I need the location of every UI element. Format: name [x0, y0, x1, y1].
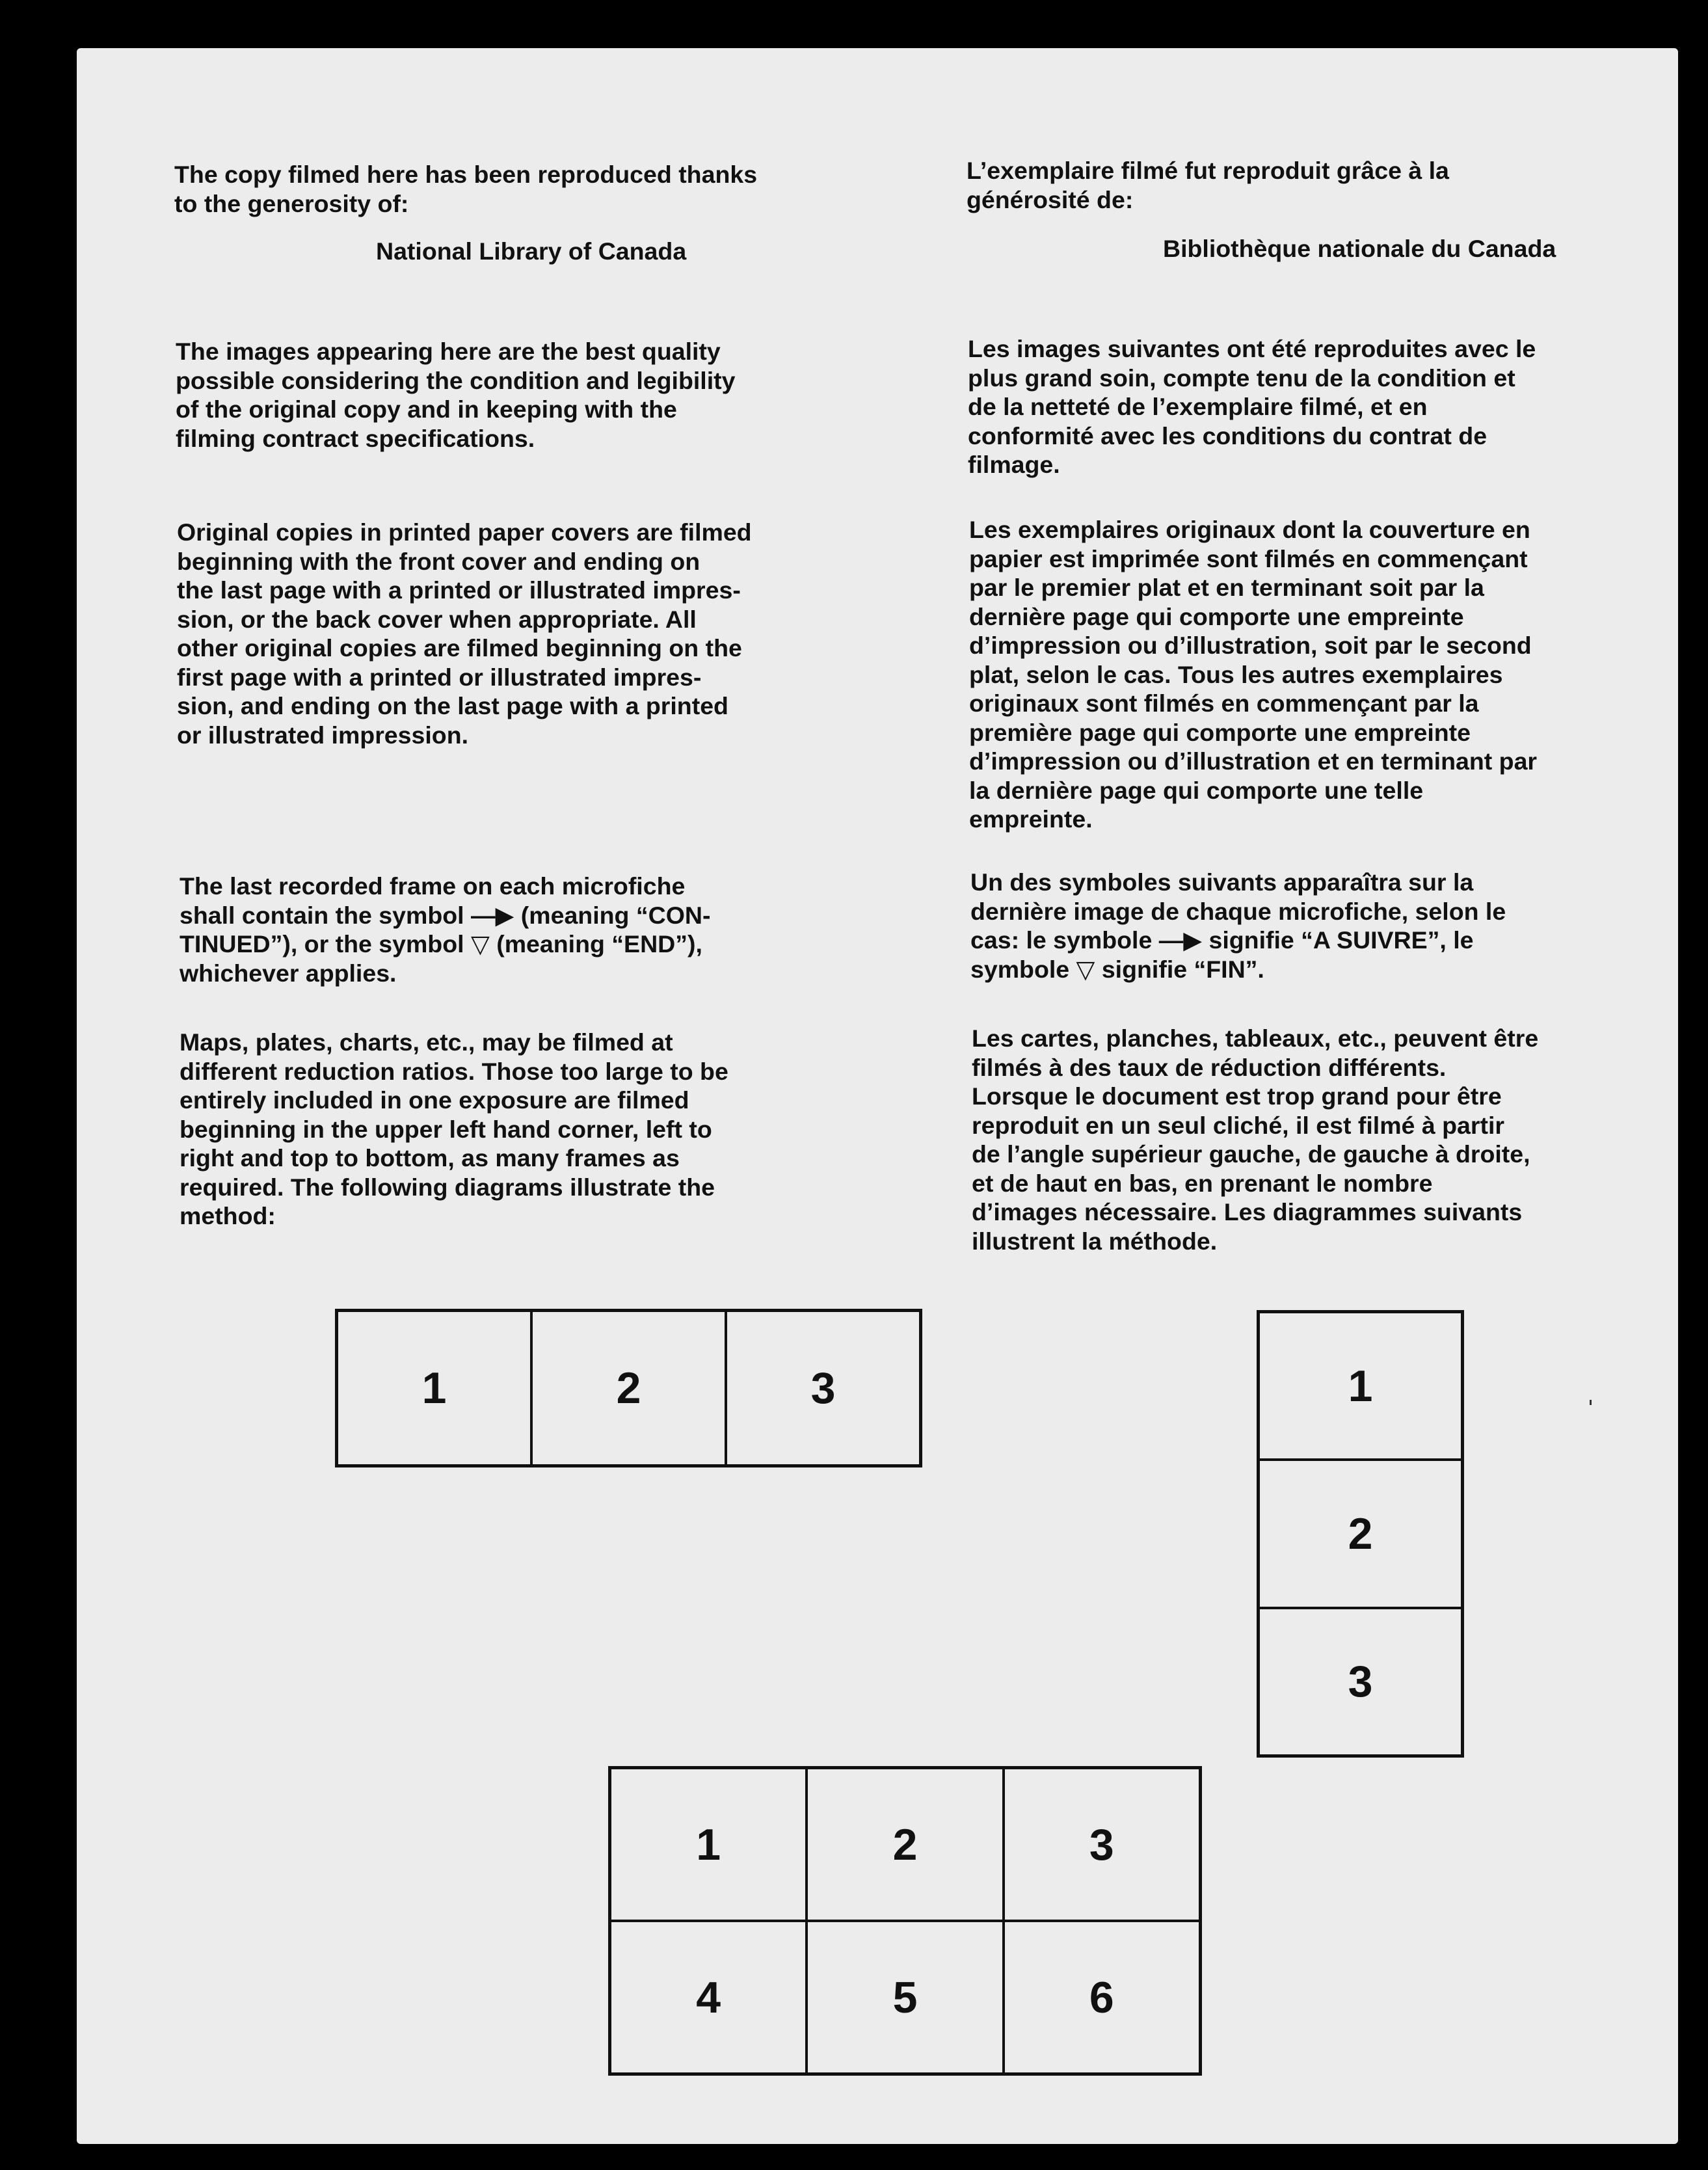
- diagram-vertical-frames: [1257, 1310, 1464, 1758]
- film-speck: [1590, 1400, 1592, 1405]
- frame-cell: 3: [1260, 1609, 1461, 1754]
- english-thanks: The copy filmed here has been reproduced thanks to the generosity of:: [174, 161, 758, 217]
- english-covers-paragraph: Original copies in printed paper covers are filmed beginning with the front cover and ending on the last page with a printed or illustrated impres- sion, or the back cover when appropriate. All other original copies are filmed beginning on the first page with a printed or illustrated impres- sion, and ending on the last page with a printed or illustrated impression.: [177, 518, 752, 749]
- french-maps-paragraph: Les cartes, planches, tableaux, etc., peuvent être filmés à des taux de réduction différents. Lorsque le document est trop grand pour être reproduit en un seul cliché, il est filmé à partir de l’angle supérieur gauche, de gauche à droite, et de haut en bas, en prenant le nombre d’images nécessaire. Les diagrammes suivants illustrent la méthode.: [972, 1025, 1539, 1255]
- frame-cell: 1: [611, 1769, 805, 1920]
- french-quality-paragraph: Les images suivantes ont été reproduites avec le plus grand soin, compte tenu de la condition et de la netteté de l’exemplaire filmé, et en conformité avec les conditions du contrat de filmage.: [968, 335, 1536, 478]
- french-covers-paragraph: Les exemplaires originaux dont la couverture en papier est imprimée sont filmés en commençant par le premier plat et en terminant soit par la dernière page qui comporte une empreinte d’impression ou d’illustration, soit par le second plat, selon le cas. Tous les autres exemplaires originaux sont filmés en commençant par la première page qui comporte une empreinte d’impression ou d’illustration et en terminant par la dernière page qui comporte une telle empreinte.: [969, 516, 1538, 833]
- frame-cell: 2: [1260, 1461, 1461, 1606]
- frame-cell: 3: [1005, 1769, 1199, 1920]
- english-symbols-paragraph: The last recorded frame on each microfiche shall contain the symbol —▶ (meaning “CON- TINUED”), or the symbol ▽ (meaning “END”), whichever applies.: [180, 872, 711, 987]
- frame-cell: 6: [1005, 1922, 1199, 2072]
- frame-cell: 3: [727, 1312, 919, 1464]
- frame-cell: 5: [808, 1922, 1002, 2072]
- french-thanks: L’exemplaire filmé fut reproduit grâce à la générosité de:: [967, 157, 1449, 213]
- frame-cell: 1: [338, 1312, 530, 1464]
- frame-cell: 2: [533, 1312, 725, 1464]
- french-symbols-paragraph: Un des symboles suivants apparaîtra sur la dernière image de chaque microfiche, selon le cas: le symbole —▶ signifie “A SUIVRE”, le symbole ▽ signifie “FIN”.: [970, 868, 1506, 983]
- diagram-grid-frames: [608, 1766, 1202, 2076]
- frame-cell: 1: [1260, 1313, 1461, 1458]
- french-institution: Bibliothèque nationale du Canada: [1163, 235, 1556, 262]
- english-maps-paragraph: Maps, plates, charts, etc., may be filmed at different reduction ratios. Those too large to be entirely included in one exposure are filmed beginning in the upper left hand corner, left to right and top to bottom, as many frames as required. The following diagrams illustrate the method:: [180, 1028, 728, 1229]
- diagram-horizontal-frames: [335, 1309, 922, 1467]
- english-institution: National Library of Canada: [376, 237, 687, 265]
- frame-cell: 2: [808, 1769, 1002, 1920]
- english-quality-paragraph: The images appearing here are the best quality possible considering the condition and legibility of the original copy and in keeping with the filming contract specifications.: [176, 338, 736, 452]
- frame-cell: 4: [611, 1922, 805, 2072]
